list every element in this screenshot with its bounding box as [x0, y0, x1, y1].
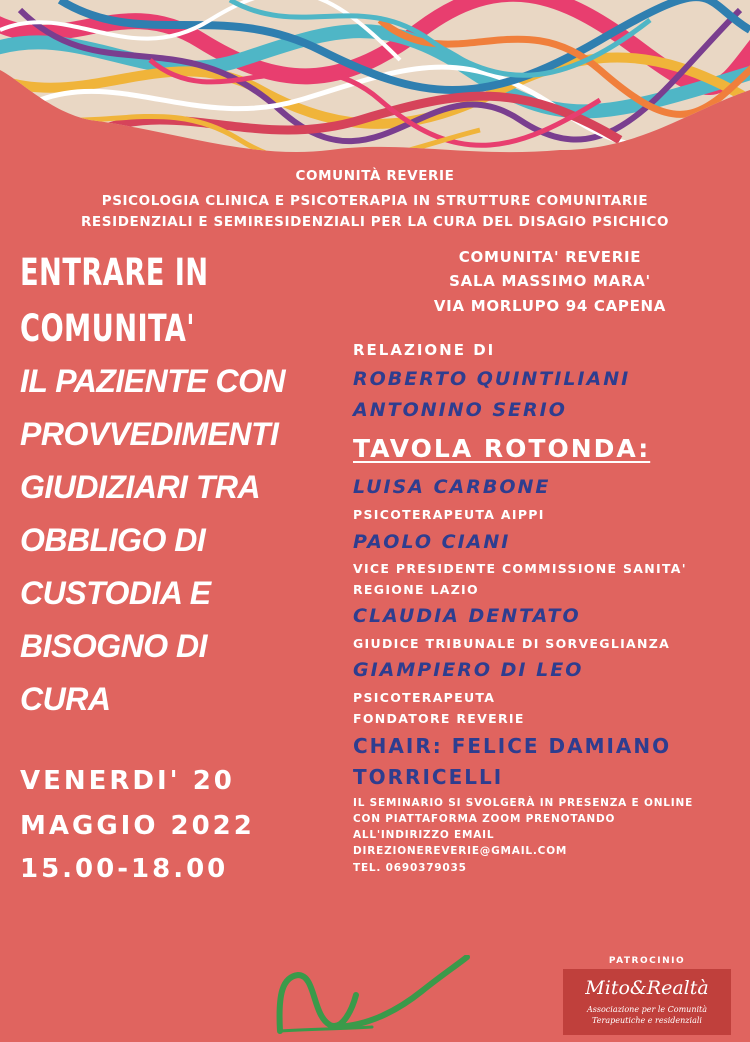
mito-realta-logo	[563, 969, 731, 1035]
mito-realta-sub-1: Associazione per le Comunità	[586, 1005, 708, 1014]
mito-realta-sub-2: Terapeutiche e residenziali	[592, 1016, 702, 1025]
panelist-role: FONDATORE REVERIE	[353, 711, 525, 726]
subtitle-italic-2: PROVVEDIMENTI	[20, 416, 279, 452]
event-time: 15.00-18.00	[20, 854, 229, 884]
info-line: CON PIATTAFORMA ZOOM PRENOTANDO	[353, 813, 616, 825]
mito-realta-brand: Mito&Realtà	[585, 977, 709, 999]
subtitle-italic-7: CURA	[20, 681, 111, 717]
panelist-role: PSICOTERAPEUTA	[353, 690, 496, 705]
location-line-1: COMUNITA' REVERIE	[458, 248, 642, 266]
panelist-name: LUISA CARBONE	[353, 476, 551, 498]
reverie-green-logo	[272, 955, 472, 1035]
panelist-role: VICE PRESIDENTE COMMISSIONE SANITA'	[353, 561, 687, 576]
panelist-name: CLAUDIA DENTATO	[353, 605, 581, 627]
title-line-2: COMUNITA'	[20, 307, 195, 350]
tavola-rotonda-heading: TAVOLA ROTONDA:	[353, 434, 651, 463]
panelist-role: REGIONE LAZIO	[353, 582, 479, 597]
subtitle-italic-5: CUSTODIA E	[20, 575, 211, 611]
subtitle-line-1: PSICOLOGIA CLINICA E PSICOTERAPIA IN STRUTTURE COMUNITARIE	[101, 193, 649, 209]
contact-phone: TEL. 0690379035	[353, 862, 467, 874]
location-line-3: VIA MORLUPO 94 CAPENA	[433, 297, 667, 315]
subtitle-italic-1: IL PAZIENTE CON	[20, 363, 286, 399]
subtitle-italic-6: BISOGNO DI	[20, 628, 208, 664]
event-date-line-2: MAGGIO 2022	[20, 811, 255, 841]
subtitle-italic-4: OBBLIGO DI	[20, 522, 206, 558]
title-line-1: ENTRARE IN	[20, 251, 209, 294]
info-line: ALL'INDIRIZZO EMAIL	[353, 829, 495, 841]
contact-email: DIREZIONEREVERIE@GMAIL.COM	[353, 845, 568, 857]
event-date-line-1: VENERDI' 20	[20, 766, 235, 796]
relazione-label: RELAZIONE DI	[353, 341, 496, 359]
panelist-role: PSICOTERAPEUTA AIPPI	[353, 507, 545, 522]
panelist-name: GIAMPIERO DI LEO	[353, 659, 584, 681]
patrocinio-label: PATROCINIO	[608, 956, 686, 966]
chair-line-2: TORRICELLI	[353, 765, 504, 789]
subtitle-italic-3: GIUDIZIARI TRA	[20, 469, 261, 505]
decorative-ribbons-illustration	[0, 0, 750, 160]
info-line: IL SEMINARIO SI SVOLGERÀ IN PRESENZA E ONLINE	[353, 797, 694, 809]
panelist-name: PAOLO CIANI	[353, 531, 511, 553]
location-line-2: SALA MASSIMO MARA'	[449, 272, 651, 290]
speaker-name: ROBERTO QUINTILIANI	[353, 368, 631, 390]
speaker-name: ANTONINO SERIO	[353, 399, 567, 421]
org-name: COMUNITÀ REVERIE	[295, 168, 455, 184]
panelist-role: GIUDICE TRIBUNALE DI SORVEGLIANZA	[353, 636, 671, 651]
chair-line-1: CHAIR: FELICE DAMIANO	[353, 734, 672, 758]
subtitle-line-2: RESIDENZIALI E SEMIRESIDENZIALI PER LA CURA DEL DISAGIO PSICHICO	[80, 214, 670, 230]
